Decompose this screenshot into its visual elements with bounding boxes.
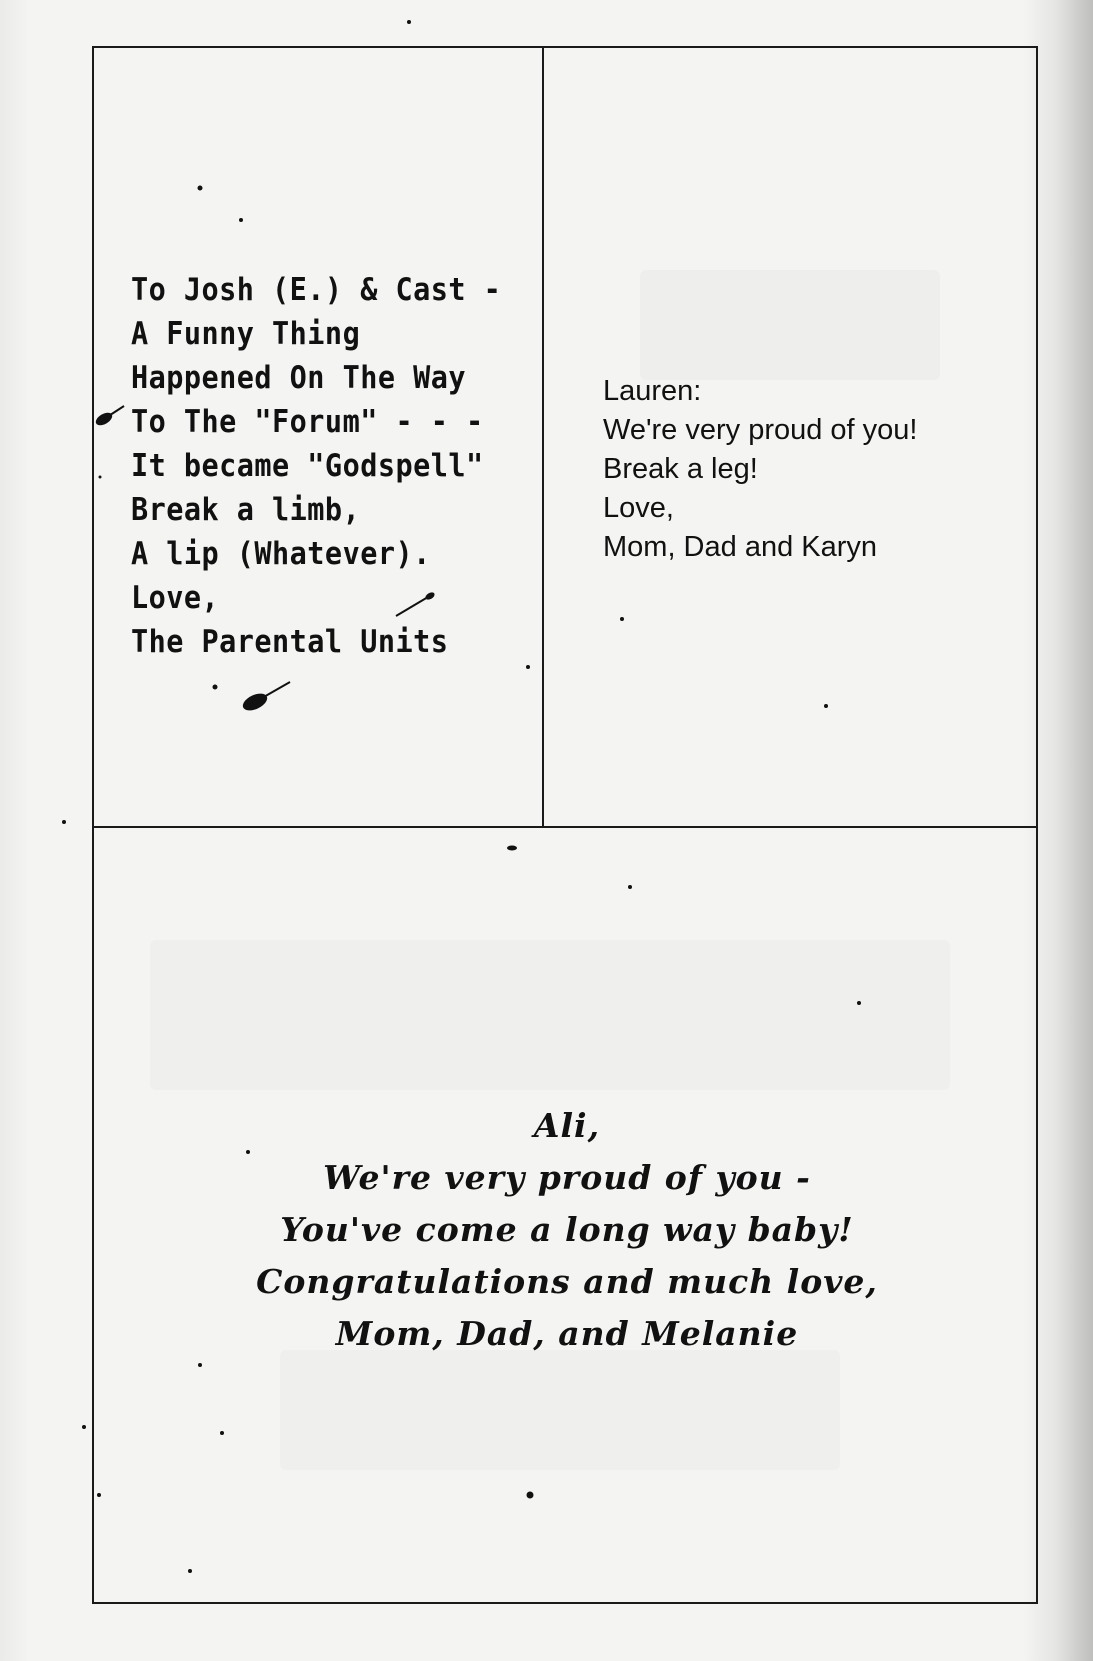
ad-line: To Josh (E.) & Cast - xyxy=(131,272,502,308)
ink-speck xyxy=(97,1493,101,1497)
ad-line: We're very proud of you! xyxy=(603,414,918,446)
ink-speck xyxy=(620,617,624,621)
ad-line: A lip (Whatever). xyxy=(131,536,431,572)
ink-speck xyxy=(220,1431,224,1435)
ad-line: Mom, Dad and Karyn xyxy=(603,531,878,563)
ink-speck xyxy=(198,1363,202,1367)
ink-speck xyxy=(239,218,243,222)
ink-speck xyxy=(213,685,218,690)
ad-line: Congratulations and much love, xyxy=(256,1262,878,1301)
ink-speck xyxy=(824,704,828,708)
ad-line: Love, xyxy=(603,492,674,524)
ink-streak xyxy=(262,682,290,698)
ad-line: Mom, Dad, and Melanie xyxy=(335,1314,799,1353)
ad-line: Happened On The Way xyxy=(131,360,466,396)
ad-line: You've come a long way baby! xyxy=(280,1210,854,1249)
ink-streak xyxy=(396,597,428,616)
ad-line: Lauren: xyxy=(603,375,702,407)
ink-speck xyxy=(628,885,632,889)
ink-speck xyxy=(62,820,66,824)
ink-speck xyxy=(526,665,530,669)
ad-line: It became "Godspell" xyxy=(131,448,484,484)
ink-speck xyxy=(407,20,411,24)
ad-line: The Parental Units xyxy=(131,624,449,660)
ink-speck xyxy=(527,1492,534,1499)
ad-line: To The "Forum" - - - xyxy=(131,404,484,440)
ad-line: We're very proud of you - xyxy=(323,1158,811,1197)
ink-speck xyxy=(198,186,203,191)
ad-line: Love, xyxy=(131,580,220,616)
ink-blot xyxy=(424,591,436,601)
ink-speck xyxy=(507,846,517,851)
ad-line: Ali, xyxy=(533,1106,601,1145)
ink-speck xyxy=(99,476,102,479)
ink-speck xyxy=(82,1425,86,1429)
ink-speck xyxy=(246,1150,250,1154)
ad-line: A Funny Thing xyxy=(131,316,361,352)
ad-line: Break a leg! xyxy=(603,453,758,485)
ink-streak xyxy=(104,406,124,419)
ink-blot xyxy=(240,690,269,714)
ink-speck xyxy=(857,1001,861,1005)
ad-line: Break a limb, xyxy=(131,492,361,528)
ink-speck xyxy=(188,1569,192,1573)
